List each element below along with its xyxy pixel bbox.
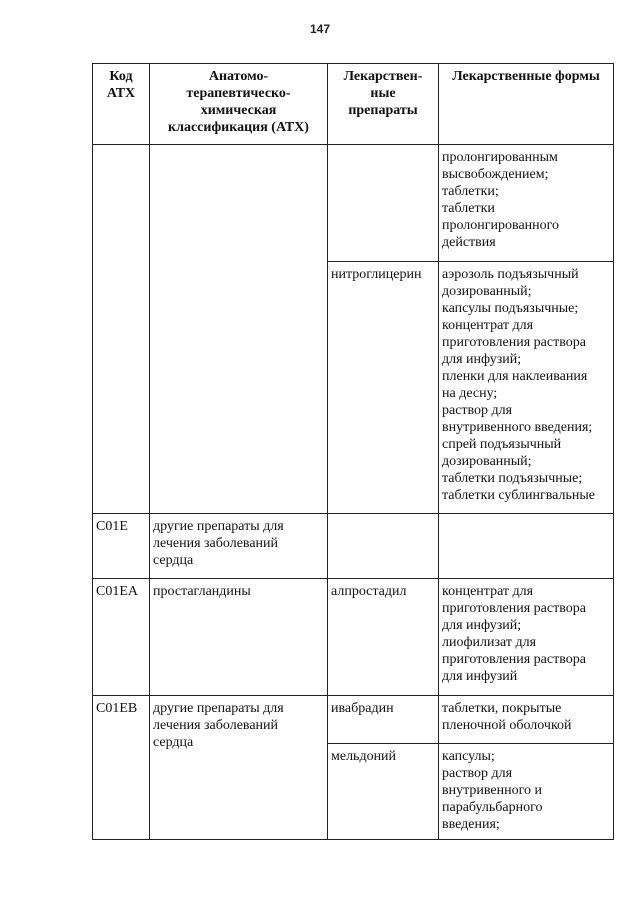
form-line: раствор для <box>442 766 513 781</box>
table-body <box>93 145 614 840</box>
header-drugs-line: препараты <box>348 103 418 118</box>
form-line: приготовления раствора <box>442 335 586 350</box>
cell-code: C01EB <box>93 696 150 840</box>
form-line: аэрозоль подъязычный <box>442 267 579 282</box>
cell-forms <box>439 579 614 696</box>
header-code <box>93 64 150 145</box>
classification-line: сердца <box>153 735 194 750</box>
form-line: спрей подъязычный <box>442 437 562 452</box>
classification-line: другие препараты для <box>153 701 284 716</box>
form-line: приготовления раствора <box>442 601 586 616</box>
form-line: введения; <box>442 817 500 832</box>
header-classification <box>150 64 328 145</box>
form-line: концентрат для <box>442 584 534 599</box>
classification-line: лечения заболеваний <box>153 536 279 551</box>
form-line: таблетки; <box>442 184 499 199</box>
form-line: пленочной оболочкой <box>442 718 572 733</box>
form-line: высвобождением; <box>442 167 549 182</box>
cell-forms <box>439 262 614 514</box>
cell-drug: ивабрадин <box>328 696 439 744</box>
form-line: таблетки сублингвальные <box>442 488 595 503</box>
header-classification-line: терапевтическо- <box>186 86 291 101</box>
form-line: внутривенного введения; <box>442 420 593 435</box>
classification-line: другие препараты для <box>153 519 284 534</box>
form-line: пролонгированного <box>442 218 560 233</box>
classification-line: лечения заболеваний <box>153 718 279 733</box>
header-code-line: АТХ <box>106 86 136 101</box>
cell-code: C01E <box>93 514 150 579</box>
classification-line: сердца <box>153 553 194 568</box>
table-row <box>93 145 614 262</box>
form-line: пленки для наклеивания <box>442 369 588 384</box>
form-line: на десну; <box>442 386 498 401</box>
form-line: лиофилизат для <box>442 635 537 650</box>
table-header <box>93 64 614 145</box>
form-line: таблетки <box>442 201 495 216</box>
header-classification-line: химическая <box>200 103 277 118</box>
form-line: капсулы; <box>442 749 495 764</box>
table-row <box>93 579 614 696</box>
form-line: дозированный; <box>442 284 532 299</box>
form-line: дозированный; <box>442 454 532 469</box>
form-line: приготовления раствора <box>442 652 586 667</box>
form-line: парабульбарного <box>442 800 543 815</box>
cell-drug: алпростадил <box>328 579 439 696</box>
form-line: раствор для <box>442 403 513 418</box>
form-line: таблетки, покрытые <box>442 701 562 716</box>
cell-code: C01EA <box>93 579 150 696</box>
cell-drug <box>328 514 439 579</box>
table-row <box>93 696 614 744</box>
cell-forms <box>439 696 614 744</box>
form-line: для инфузий; <box>442 352 522 367</box>
cell-drug: мельдоний <box>328 744 439 840</box>
cell-code <box>93 145 150 514</box>
header-drugs <box>328 64 439 145</box>
form-line: для инфузий; <box>442 618 522 633</box>
form-line: таблетки подъязычные; <box>442 471 583 486</box>
cell-drug: нитроглицерин <box>328 262 439 514</box>
cell-classification <box>150 514 328 579</box>
header-classification-line: Анатомо- <box>208 69 269 84</box>
form-line: капсулы подъязычные; <box>442 301 579 316</box>
page-number: 147 <box>309 22 331 36</box>
header-drugs-line: ные <box>370 86 396 101</box>
header-forms-line: Лекарственные формы <box>452 69 600 84</box>
form-line: пролонгированным <box>442 150 558 165</box>
cell-drug <box>328 145 439 262</box>
cell-forms <box>439 145 614 262</box>
cell-classification <box>150 696 328 840</box>
form-line: концентрат для <box>442 318 534 333</box>
form-line: для инфузий <box>442 669 518 684</box>
atx-drug-table <box>92 63 614 840</box>
header-forms <box>439 64 614 145</box>
table-row <box>93 514 614 579</box>
cell-forms <box>439 744 614 840</box>
header-row <box>93 64 614 145</box>
form-line: действия <box>442 235 496 250</box>
form-line: внутривенного и <box>442 783 542 798</box>
header-code-line: Код <box>109 69 133 84</box>
cell-forms <box>439 514 614 579</box>
cell-classification <box>150 145 328 514</box>
cell-classification <box>150 579 328 696</box>
classification-line: простагландины <box>153 584 251 599</box>
header-classification-line: классификация (АТХ) <box>168 120 309 135</box>
header-drugs-line: Лекарствен- <box>343 69 423 84</box>
